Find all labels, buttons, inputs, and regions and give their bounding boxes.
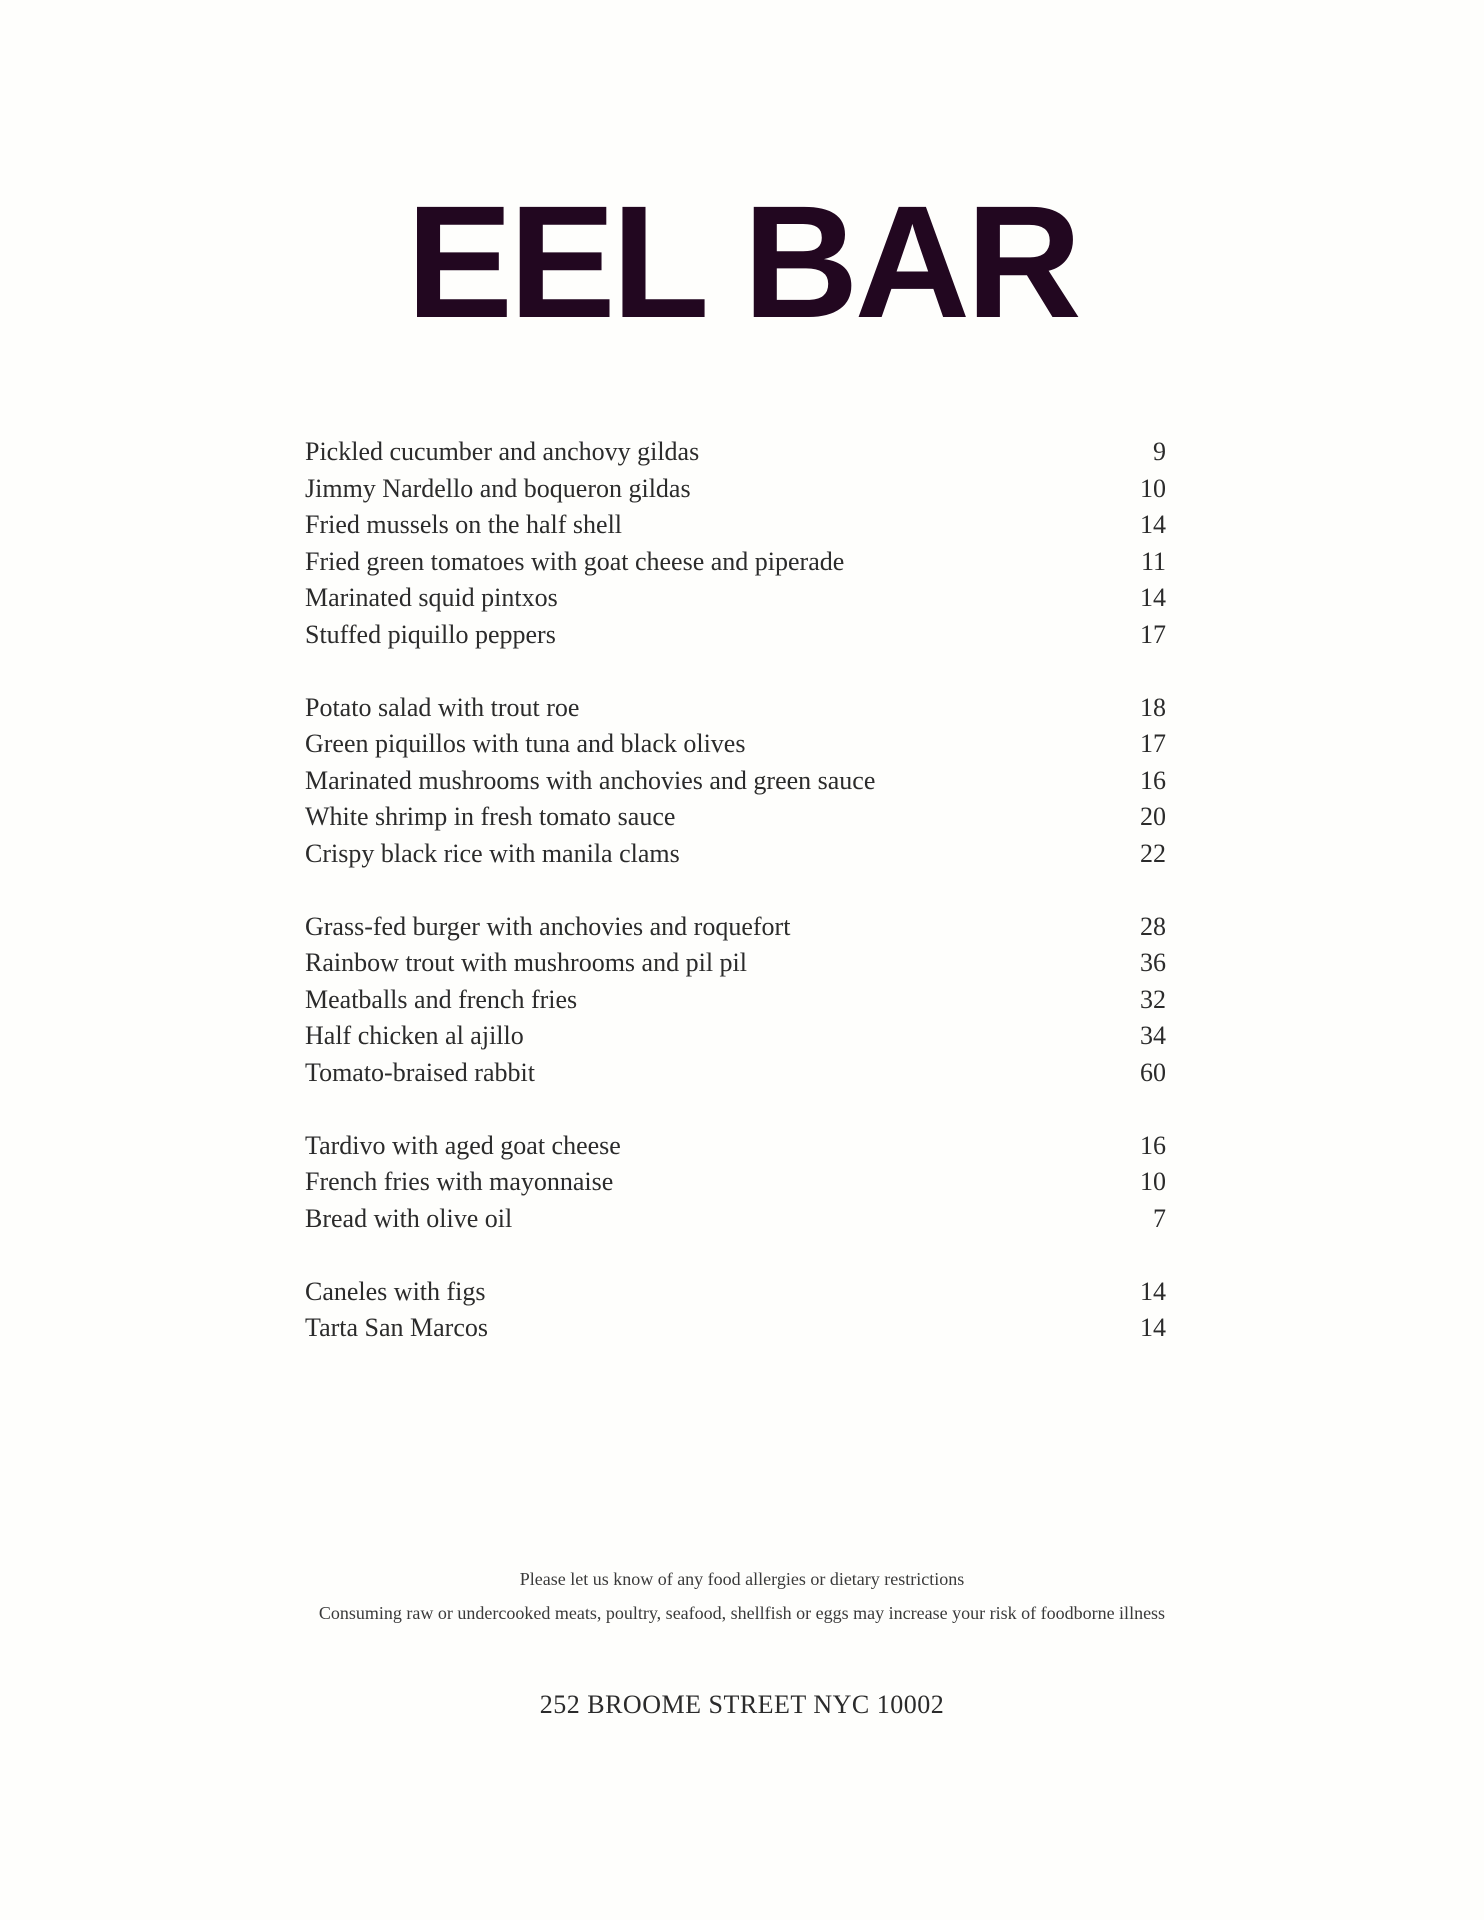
menu-item <box>305 690 1166 727</box>
menu-item <box>305 507 1166 544</box>
menu-item-price: 11 <box>1140 546 1166 576</box>
menu-item-price: 10 <box>1140 473 1166 503</box>
menu-item-name: Meatballs and french fries <box>305 984 578 1014</box>
menu-item <box>305 1274 1166 1311</box>
menu-item <box>305 799 1166 836</box>
menu-item <box>305 580 1166 617</box>
menu-item-price: 16 <box>1140 765 1166 795</box>
menu-item <box>305 1128 1166 1165</box>
menu-item <box>305 763 1166 800</box>
menu-item-name: Marinated mushrooms with anchovies and green sauce <box>305 765 876 795</box>
menu-item <box>305 471 1166 508</box>
menu-item-price: 22 <box>1140 838 1166 868</box>
menu-item-price: 16 <box>1140 1130 1166 1160</box>
menu-item <box>305 1055 1166 1092</box>
menu-item-price: 10 <box>1140 1167 1166 1196</box>
raw-food-warning: Consuming raw or undercooked meats, poultry, seafood, shellfish or eggs may increase your risk of foodborne illness <box>318 1603 1166 1623</box>
menu-item-price: 14 <box>1140 510 1166 539</box>
menu-item <box>305 1018 1166 1055</box>
restaurant-title: EEL BAR <box>406 172 1078 351</box>
menu-item-price: 14 <box>1140 1313 1166 1342</box>
menu-item <box>305 1310 1166 1347</box>
menu-item-name: Grass-fed burger with anchovies and roquefort <box>305 911 791 941</box>
menu-item-name: Potato salad with trout roe <box>305 692 580 722</box>
menu-item-price: 14 <box>1140 583 1166 612</box>
menu-item <box>305 1201 1166 1238</box>
menu-item-name: Tomato-braised rabbit <box>305 1057 535 1087</box>
menu-item-price: 32 <box>1140 984 1166 1014</box>
menu-item-price: 36 <box>1140 948 1166 977</box>
menu-item <box>305 982 1166 1019</box>
menu-section <box>305 690 1166 873</box>
menu-item-name: Pickled cucumber and anchovy gildas <box>305 437 700 466</box>
menu-item <box>305 945 1166 982</box>
menu-item-name: Jimmy Nardello and boqueron gildas <box>305 473 691 503</box>
menu-section <box>305 434 1166 653</box>
menu-item-price: 20 <box>1140 802 1166 831</box>
menu-item-name: Tardivo with aged goat cheese <box>305 1130 621 1160</box>
menu-item-price: 14 <box>1140 1276 1166 1306</box>
menu-item-name: Caneles with figs <box>305 1276 486 1306</box>
menu-item-name: Half chicken al ajillo <box>305 1021 524 1050</box>
menu-item <box>305 726 1166 763</box>
menu-item-price: 28 <box>1140 911 1166 941</box>
restaurant-address: 252 BROOME STREET NYC 10002 <box>539 1690 945 1719</box>
menu-item-price: 17 <box>1140 729 1166 758</box>
allergy-note: Please let us know of any food allergies or dietary restrictions <box>519 1569 965 1589</box>
menu-section <box>305 909 1166 1092</box>
menu-item-name: Tarta San Marcos <box>305 1313 489 1342</box>
menu-item-name: Fried mussels on the half shell <box>305 510 623 539</box>
menu-item-price: 17 <box>1140 619 1166 649</box>
menu-section <box>305 1274 1166 1347</box>
menu-item-name: French fries with mayonnaise <box>305 1167 614 1196</box>
menu-item <box>305 434 1166 471</box>
menu-item-price: 7 <box>1153 1203 1166 1233</box>
menu-item-name: Marinated squid pintxos <box>305 583 558 612</box>
menu-list <box>305 434 1166 1383</box>
menu-item-name: Stuffed piquillo peppers <box>305 619 556 649</box>
menu-item-name: Green piquillos with tuna and black olives <box>305 729 746 758</box>
menu-item-price: 34 <box>1140 1021 1166 1050</box>
menu-item-price: 9 <box>1153 437 1166 466</box>
menu-item-name: Crispy black rice with manila clams <box>305 838 680 868</box>
menu-item <box>305 909 1166 946</box>
menu-item-name: Bread with olive oil <box>305 1203 513 1233</box>
menu-item-name: Rainbow trout with mushrooms and pil pil <box>305 948 747 977</box>
menu-item-price: 60 <box>1140 1057 1166 1087</box>
menu-section <box>305 1128 1166 1238</box>
menu-item <box>305 544 1166 581</box>
menu-item <box>305 836 1166 873</box>
menu-item <box>305 1164 1166 1201</box>
menu-item-price: 18 <box>1140 692 1166 722</box>
menu-item <box>305 617 1166 654</box>
footer-notes <box>0 1562 1484 1630</box>
menu-item-name: Fried green tomatoes with goat cheese and piperade <box>305 546 845 576</box>
menu-item-name: White shrimp in fresh tomato sauce <box>305 802 676 831</box>
